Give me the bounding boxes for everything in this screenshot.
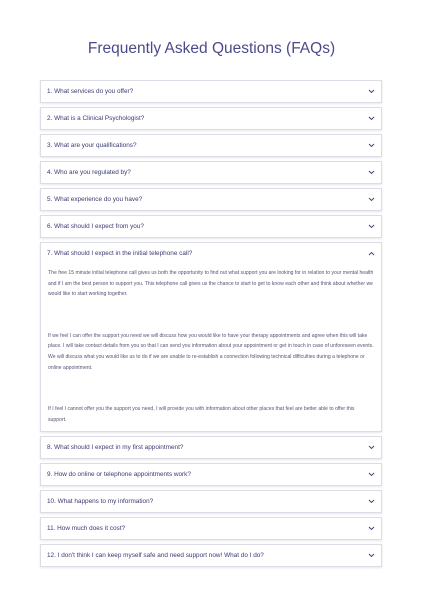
faq-answer xyxy=(41,264,381,431)
chevron-down-icon xyxy=(367,88,375,96)
chevron-down-icon xyxy=(367,142,375,150)
faq-item xyxy=(40,544,382,567)
faq-question-text: 5. What experience do you have? xyxy=(47,196,143,203)
faq-question-toggle[interactable] xyxy=(41,437,381,458)
faq-question-toggle[interactable] xyxy=(41,216,381,237)
faq-question-text: 10. What happens to my information? xyxy=(47,498,154,506)
faq-accordion xyxy=(40,80,382,571)
chevron-down-icon xyxy=(367,471,375,479)
faq-question-text: 7. What should I expect in the initial telephone call? xyxy=(47,250,193,257)
faq-item xyxy=(40,134,382,157)
faq-item xyxy=(40,436,382,459)
faq-question-text: 2. What is a Clinical Psychologist? xyxy=(47,115,145,122)
chevron-down-icon xyxy=(367,196,375,204)
chevron-down-icon xyxy=(367,498,375,506)
faq-item xyxy=(40,463,382,486)
faq-question-toggle[interactable] xyxy=(41,162,381,183)
faq-question-toggle[interactable] xyxy=(41,189,381,210)
faq-question-toggle[interactable] xyxy=(41,518,381,539)
faq-question-toggle[interactable] xyxy=(41,108,381,129)
faq-question-text: 9. How do online or telephone appointments work? xyxy=(47,471,191,479)
faq-item xyxy=(40,80,382,103)
faq-question-text: 12. I don't think I can keep myself safe and need support now! What do I do? xyxy=(47,552,264,560)
faq-question-text: 4. Who are you regulated by? xyxy=(47,169,131,176)
faq-question-text: 1. What services do you offer? xyxy=(47,88,134,95)
faq-question-toggle[interactable] xyxy=(41,464,381,485)
faq-question-toggle[interactable] xyxy=(41,81,381,102)
chevron-down-icon xyxy=(367,223,375,231)
faq-item xyxy=(40,215,382,238)
faq-question-text: 6. What should I expect from you? xyxy=(47,223,144,230)
faq-question-toggle[interactable] xyxy=(41,491,381,512)
page-title: Frequently Asked Questions (FAQs) xyxy=(87,40,336,57)
faq-item-expanded xyxy=(40,242,382,432)
chevron-down-icon xyxy=(367,525,375,533)
chevron-down-icon xyxy=(367,552,375,560)
faq-item xyxy=(40,490,382,513)
faq-question-text: 3. What are your qualifications? xyxy=(47,142,137,149)
faq-item xyxy=(40,161,382,184)
answer-paragraph: If we feel I can offer the support you need we will discuss how you would like to have your therapy appointments and agree when this will take place. I will take contact details from you so that I can send you information about your appointment or get in touch in case of unforeseen events. We will discuss what you would like us to do if we are unable to re-establish a connection following technical difficulties during a telephone or online appointment. xyxy=(48,332,374,371)
faq-question-toggle[interactable] xyxy=(41,545,381,566)
answer-paragraph: If I feel I cannot offer you the support you need, I will provide you with information about other places that feel are better able to offer this support. xyxy=(48,406,355,423)
chevron-down-icon xyxy=(367,444,375,452)
chevron-down-icon xyxy=(367,169,375,177)
faq-question-toggle[interactable] xyxy=(41,243,381,264)
chevron-up-icon xyxy=(367,250,375,258)
chevron-down-icon xyxy=(367,115,375,123)
faq-question-toggle[interactable] xyxy=(41,135,381,156)
faq-item xyxy=(40,517,382,540)
faq-question-text: 11. How much does it cost? xyxy=(47,525,126,533)
answer-paragraph: The free 15 minute initial telephone call gives us both the opportunity to find out what support you are looking for in relation to your mental health and if I am the best person to support you. This telephone call gives us the chance to start to get to know each other and think about whether we would like to start working together. xyxy=(48,270,374,298)
faq-question-text: 8. What should I expect in my first appointment? xyxy=(47,444,184,452)
faq-item xyxy=(40,188,382,211)
faq-item xyxy=(40,107,382,130)
